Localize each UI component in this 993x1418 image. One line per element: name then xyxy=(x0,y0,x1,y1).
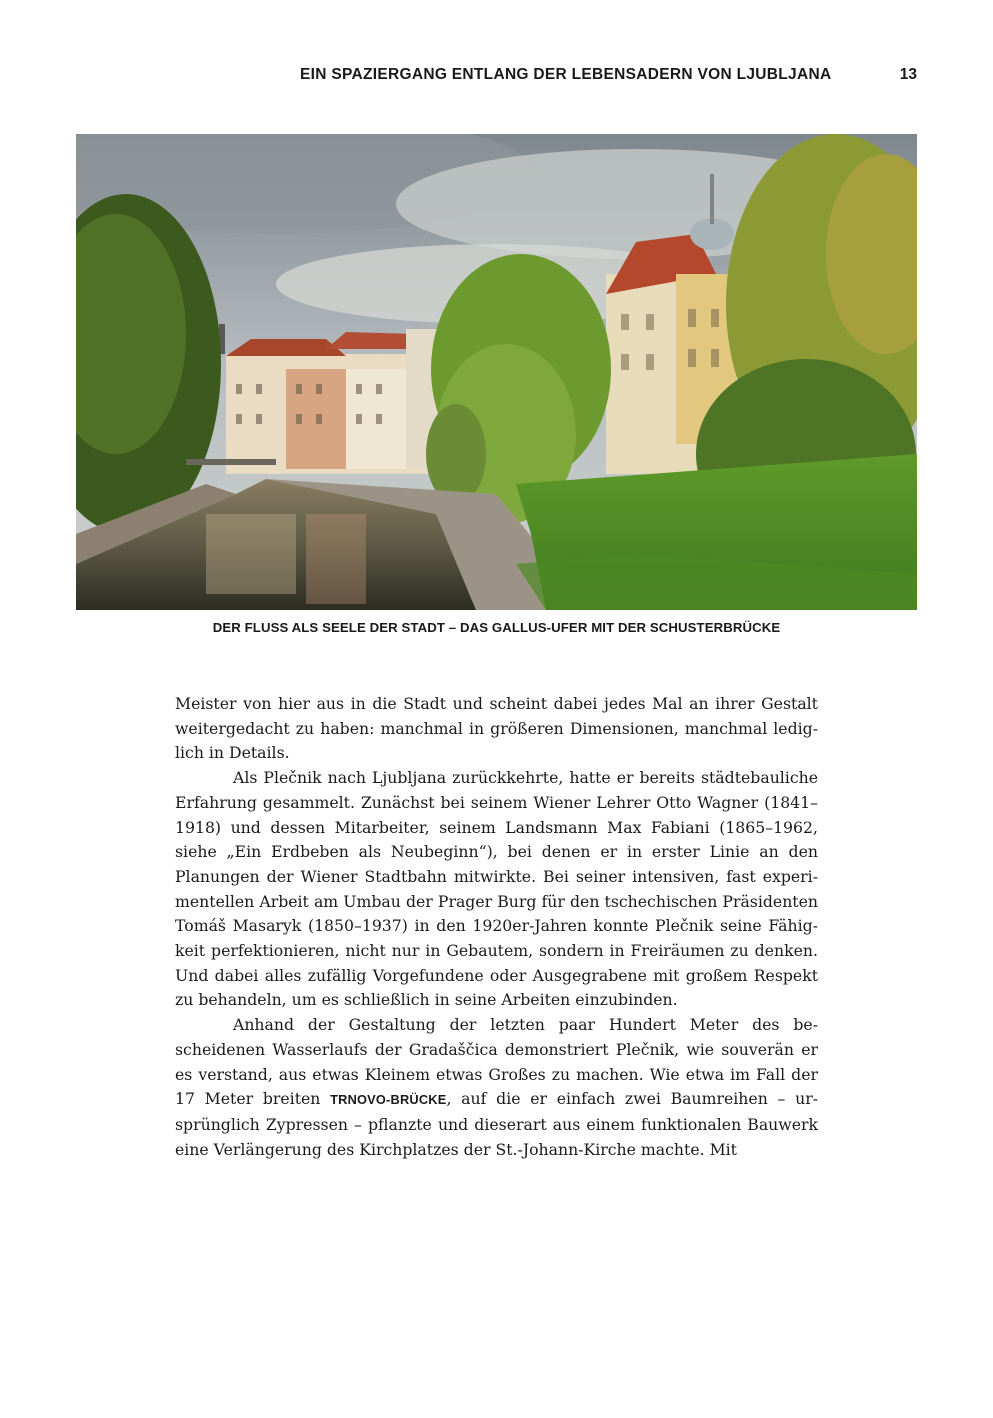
figure-caption: DER FLUSS ALS SEELE DER STADT – DAS GALLUS-UFER MIT DER SCHUSTERBRÜCKE xyxy=(212,620,781,635)
trnovo-bridge-term: TRNOVO-BRÜCKE xyxy=(330,1092,447,1108)
page-number: 13 xyxy=(899,66,917,83)
paragraph-3-text-end: , auf die er einfach zwei Baumreihen – ursprünglich Zypressen – pflanzte und dieserart aus einem funktionalen Bauwerk eine Verlängerung des Kirchplatzes der St.-Johann-Kirche machte. Mit xyxy=(175,1089,819,1159)
paragraph-3-text-start: Anhand der Gestaltung der letzten paar Hundert Meter des bescheidenen Wasserlaufs der Gradaščica demonstriert Plečnik, wie souverän er es verstand, aus etwas Kleinem etwas Großes zu machen. Wie etwa im Fall der 17 Meter breiten xyxy=(175,1015,818,1109)
river-photo xyxy=(76,134,917,610)
body-text xyxy=(175,692,818,1162)
running-title: EIN SPAZIERGANG ENTLANG DER LEBENSADERN VON LJUBLJANA xyxy=(300,66,832,83)
paragraph-3 xyxy=(175,1013,818,1162)
paragraph-2: Als Plečnik nach Ljubljana zurückkehrte, hatte er bereits städtebauliche Erfahrung gesammelt. Zunächst bei seinem Wiener Lehrer Otto Wagner (1841–1918) und dessen Mitarbeiter, seinem Landsmann Max Fabiani (1865–1962, siehe „Ein Erdbeben als Neubeginn“), bei denen er in erster Linie an den Planungen der Wiener Stadtbahn mitwirkte. Bei seiner intensiven, fast experimentellen Arbeit am Umbau der Prager Burg für den tschechischen Präsidenten Tomáš Masaryk (1850–1937) in den 1920er-Jahren konnte Plečnik seine Fähigkeit perfektionieren, nicht nur in Gebautem, sondern in Freiräumen zu denken. Und dabei alles zufällig Vorgefundene oder Ausgegrabene mit großem Respekt zu behandeln, um es schließlich in seine Arbeiten einzubinden. xyxy=(175,768,818,1010)
paragraph-1: Meister von hier aus in die Stadt und scheint dabei jedes Mal an ihrer Gestalt weitergedacht zu haben: manchmal in größeren Dimensionen, manchmal lediglich in Details. xyxy=(175,694,818,763)
